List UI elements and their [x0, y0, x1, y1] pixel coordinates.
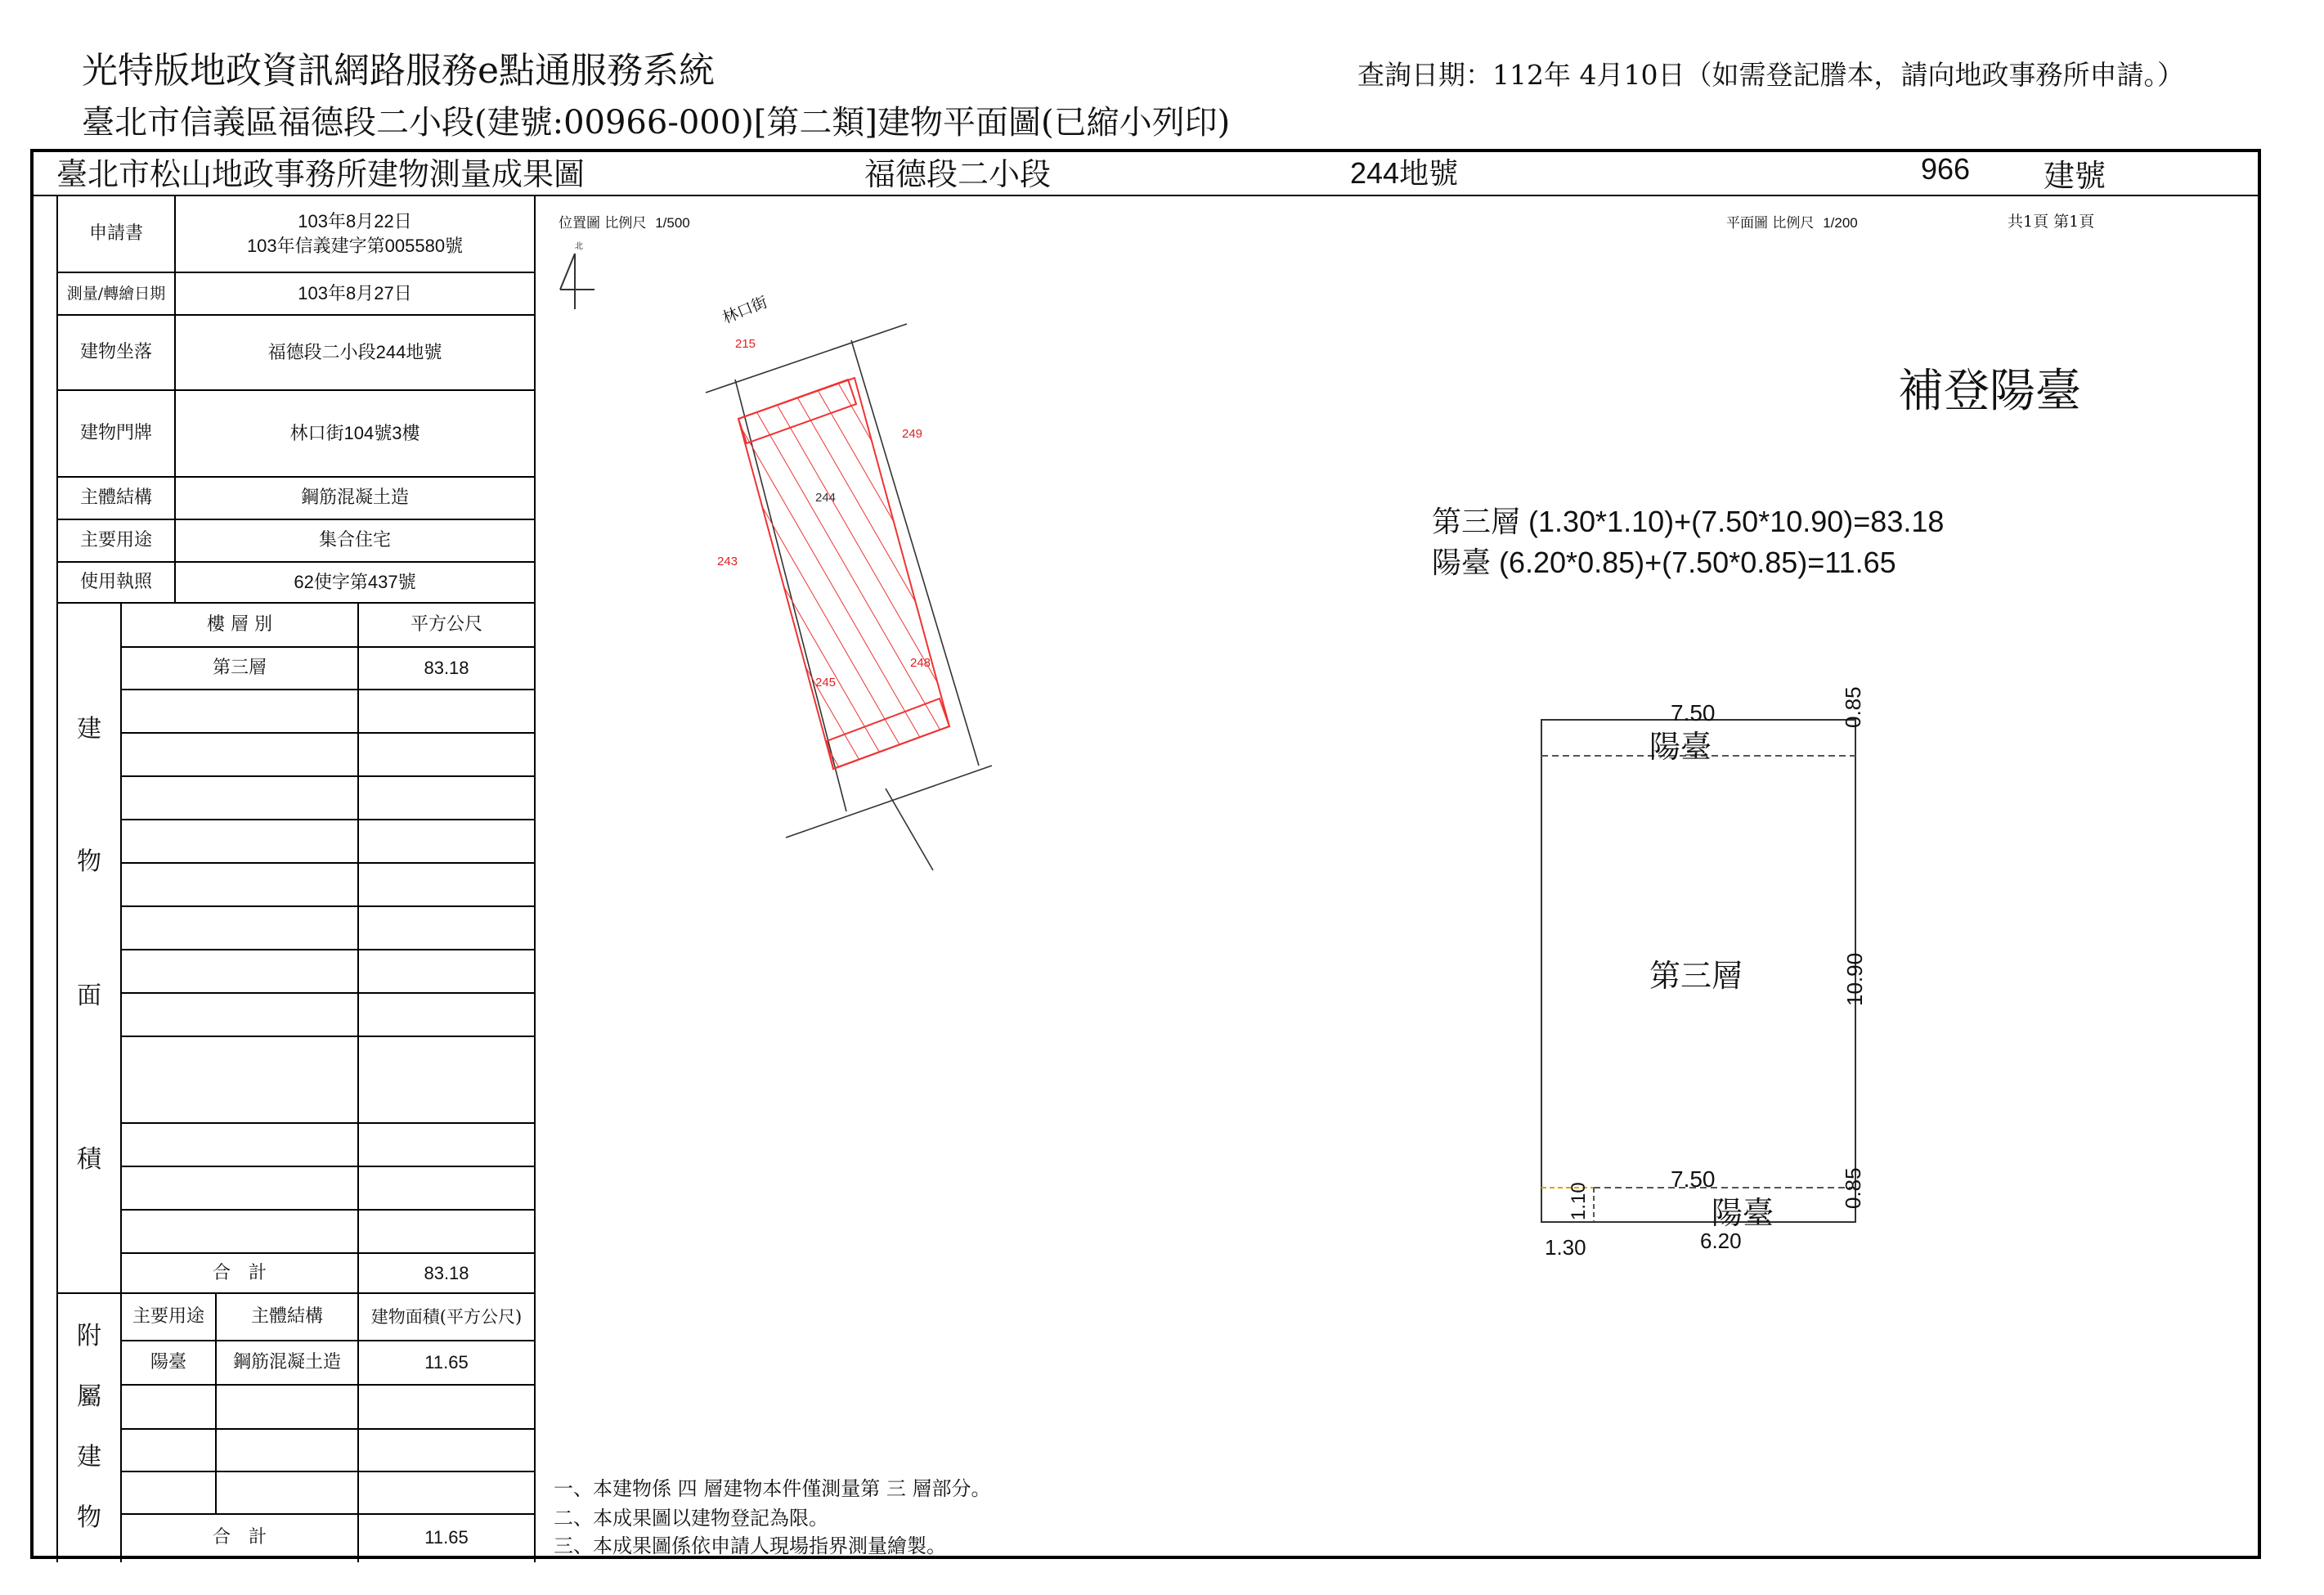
- plan-label: 平面圖 比例尺 1/200: [1726, 215, 1858, 231]
- balcony-label-bottom: 陽臺: [1712, 1195, 1774, 1231]
- area-calc-floor: 第三層 (1.30*1.10)+(7.50*10.90)=83.18: [1432, 505, 1945, 538]
- label-location: 建物坐落: [79, 342, 152, 362]
- dim-width-mid: 7.50: [1671, 1166, 1716, 1192]
- area-total-value: 83.18: [424, 1262, 469, 1283]
- annex-total-label: 合 計: [212, 1527, 267, 1548]
- building-number-label: 建號: [2044, 158, 2106, 194]
- floor-row-area: 83.18: [424, 658, 469, 678]
- annex-col-area: 建物面積(平方公尺): [370, 1307, 523, 1327]
- area-col-divider: [357, 602, 359, 1292]
- area-total-label: 合 計: [212, 1262, 267, 1283]
- label-address: 建物門牌: [79, 423, 152, 443]
- dim-depth-top: 0.85: [1841, 686, 1865, 728]
- annex-total-value: 11.65: [424, 1527, 469, 1548]
- dim-notch-width: 1.30: [1545, 1235, 1586, 1260]
- side-label-char: 積: [77, 1145, 101, 1174]
- annex-side-char: 屬: [77, 1382, 101, 1411]
- lot-label: 215: [735, 337, 756, 351]
- value-survey-date: 103年8月27日: [298, 283, 412, 303]
- label-application: 申請書: [88, 223, 143, 244]
- value-structure: 鋼筋混凝土造: [300, 487, 409, 508]
- dim-balcony-width: 6.20: [1700, 1229, 1742, 1253]
- col-floor-header: 樓 層 別: [207, 614, 272, 635]
- lot-label: 244: [815, 491, 837, 505]
- street-label: 林口街: [720, 293, 770, 328]
- note-line: 一、本建物係 四 層建物本件僅測量第 三 層部分。: [554, 1477, 991, 1500]
- north-label: 北: [575, 242, 583, 251]
- annex-col-use: 主要用途: [132, 1306, 204, 1327]
- survey-form-frame: [30, 149, 2261, 1559]
- system-title: 光特版地政資訊網路服務e點通服務系統: [82, 50, 716, 92]
- annotation-balcony: 補登陽臺: [1898, 365, 2081, 418]
- query-date: 查詢日期：112年 4月10日（如需登記謄本，請向地政事務所申請。）: [1357, 59, 2184, 91]
- section-name: 福德段二小段: [864, 156, 1052, 192]
- area-calc-balcony: 陽臺 (6.20*0.85)+(7.50*0.85)=11.65: [1432, 546, 1896, 579]
- page-indicator: 共1頁 第1頁: [2008, 213, 2095, 231]
- side-label-divider: [120, 602, 122, 1562]
- location-map-label: 位置圖 比例尺 1/500: [559, 215, 690, 231]
- office-title: 臺北市松山地政事務所建物測量成果圖: [56, 156, 585, 192]
- label-permit: 使用執照: [79, 572, 152, 592]
- document-title: 臺北市信義區福德段二小段(建號:00966-000)[第二類]建物平面圖(已縮小列印): [82, 104, 1231, 142]
- annex-side-char: 附: [77, 1322, 101, 1350]
- col-area-header: 平方公尺: [410, 614, 482, 635]
- value-usage: 集合住宅: [318, 530, 391, 550]
- dim-length: 10.90: [1842, 952, 1867, 1006]
- building-number: 966: [1921, 152, 1971, 186]
- annex-row-use: 陽臺: [150, 1352, 186, 1373]
- lot-number: 244地號: [1350, 156, 1459, 190]
- floor-label: 第三層: [1649, 958, 1743, 994]
- lot-label: 248: [910, 656, 931, 670]
- note-line: 三、本成果圖係依申請人現場指界測量繪製。: [554, 1534, 946, 1557]
- lot-label: 243: [717, 555, 738, 568]
- floor-row-name: 第三層: [212, 658, 267, 678]
- table-right-border: [534, 195, 536, 1562]
- annex-side-char: 物: [77, 1503, 101, 1532]
- side-label-char: 建: [77, 715, 101, 744]
- dim-notch-depth: 1.10: [1568, 1182, 1590, 1220]
- balcony-label-top: 陽臺: [1649, 729, 1712, 765]
- annex-row-struct: 鋼筋混凝土造: [232, 1352, 341, 1373]
- side-label-char: 面: [77, 982, 101, 1010]
- annex-row-area: 11.65: [424, 1352, 469, 1373]
- side-label-char: 物: [77, 847, 101, 876]
- lot-label: 245: [815, 676, 837, 690]
- value-application: 103年8月22日 103年信義建字第005580號: [246, 211, 464, 256]
- value-address: 林口街104號3樓: [289, 423, 420, 443]
- value-permit: 62使字第437號: [294, 572, 416, 592]
- lot-label: 249: [902, 427, 923, 441]
- annex-col-struct: 主體結構: [250, 1306, 323, 1327]
- north-arrow-icon: [557, 250, 606, 316]
- dim-width-top: 7.50: [1671, 700, 1716, 726]
- value-location: 福德段二小段244地號: [267, 342, 442, 362]
- label-survey-date: 測量/轉繪日期: [66, 285, 166, 303]
- location-map-drawing: [671, 308, 1031, 896]
- label-structure: 主體結構: [79, 487, 152, 508]
- label-usage: 主要用途: [79, 530, 152, 550]
- note-line: 二、本成果圖以建物登記為限。: [554, 1507, 828, 1530]
- dim-depth-bottom: 0.85: [1841, 1167, 1865, 1209]
- annex-side-char: 建: [77, 1443, 101, 1471]
